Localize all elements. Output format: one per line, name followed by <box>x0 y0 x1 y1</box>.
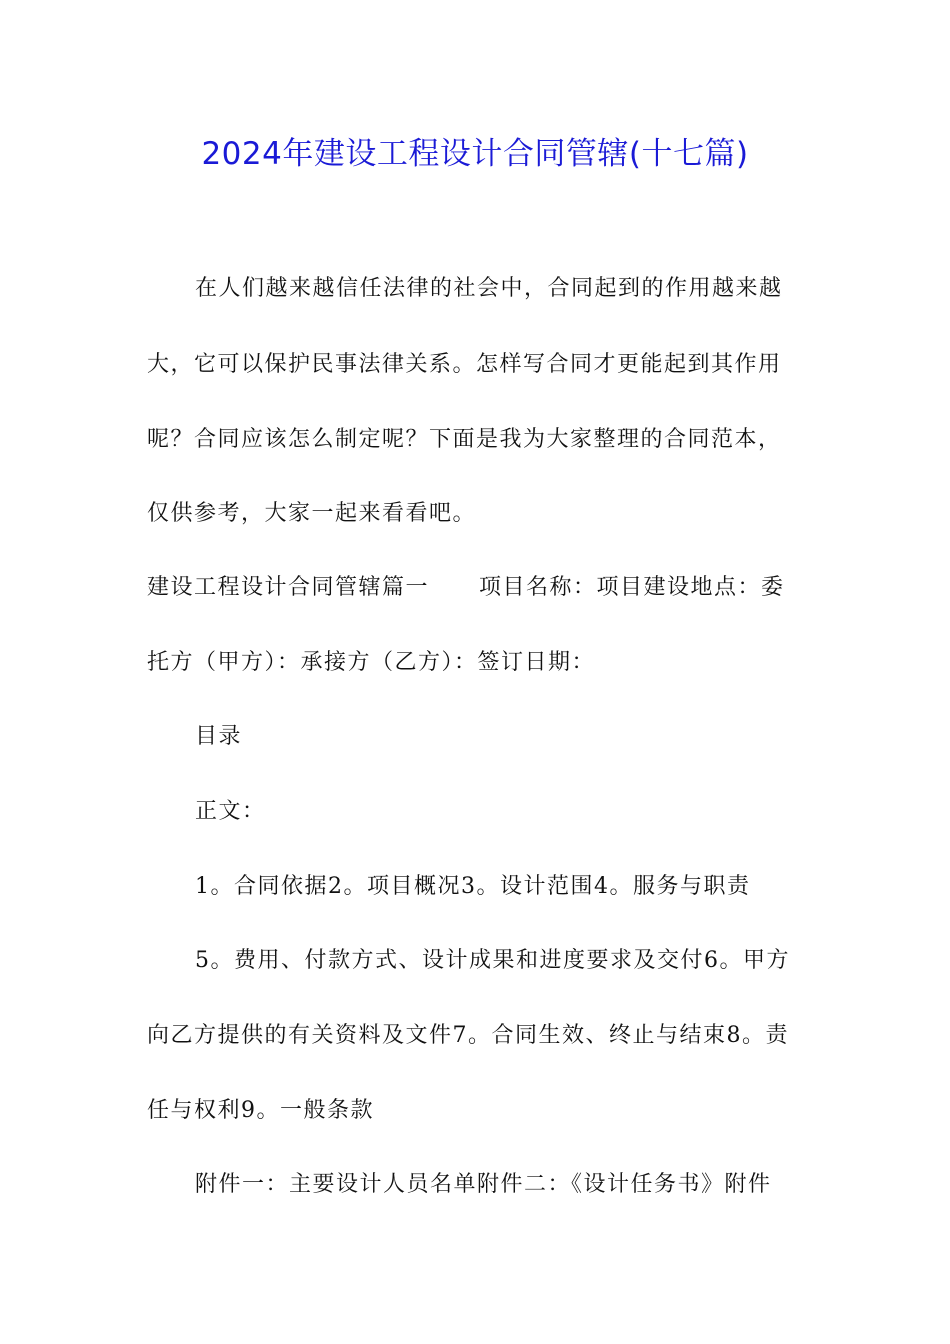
paragraph-line: 任与权利9。一般条款 <box>147 1098 374 1123</box>
paragraph-line: 5。费用、付款方式、设计成果和进度要求及交付6。甲方 <box>195 948 790 973</box>
paragraph-line: 呢？合同应该怎么制定呢？下面是我为大家整理的合同范本， <box>147 427 782 452</box>
paragraph-line: 1。合同依据2。项目概况3。设计范围4。服务与职责 <box>195 874 751 899</box>
section-heading-line <box>147 570 807 601</box>
paragraph-line: 在人们越来越信任法律的社会中，合同起到的作用越来越 <box>195 276 783 301</box>
paragraph-line: 大，它可以保护民事法律关系。怎样写合同才更能起到其作用 <box>147 352 782 377</box>
paragraph-line: 仅供参考，大家一起来看看吧。 <box>147 501 477 526</box>
project-info-line: 项目名称：项目建设地点：委 <box>479 575 785 600</box>
body-heading: 正文： <box>195 799 266 824</box>
paragraph-line: 附件一：主要设计人员名单附件二：《设计任务书》附件 <box>195 1172 772 1197</box>
section-heading: 建设工程设计合同管辖篇一 <box>147 575 430 600</box>
paragraph-line: 向乙方提供的有关资料及文件7。合同生效、终止与结束8。责 <box>147 1023 789 1048</box>
toc-heading: 目录 <box>195 724 243 749</box>
paragraph-line: 托方（甲方）：承接方（乙方）：签订日期： <box>147 650 596 675</box>
document-title: 2024年建设工程设计合同管辖(十七篇) <box>201 136 749 172</box>
